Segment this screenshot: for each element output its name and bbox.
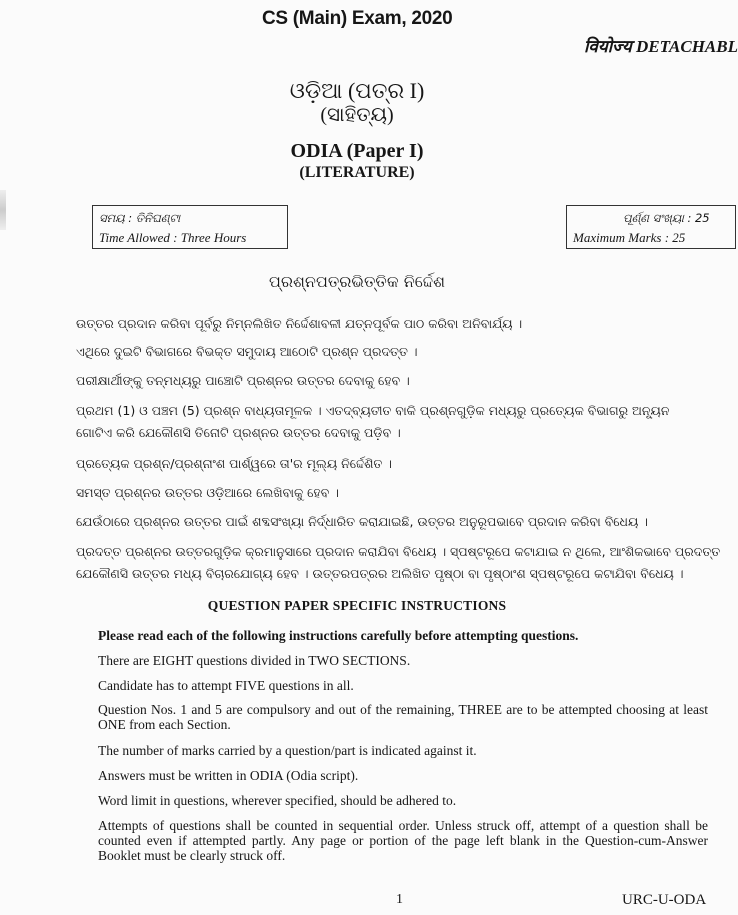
english-instruction-item: The number of marks carried by a question/part is indicated against it. [98, 743, 477, 758]
english-instructions-heading: QUESTION PAPER SPECIFIC INSTRUCTIONS [207, 598, 507, 613]
page-number: 1 [396, 892, 403, 907]
odia-instruction-line: ଏଥିରେ ଦୁଇଟି ବିଭାଗରେ ବିଭକ୍ତ ସମୁଦାୟ ଆଠୋଟି ପ୍ରଶ୍ନ ପ୍ରଦତ୍ତ । [76, 344, 418, 359]
maximum-marks-box [566, 205, 736, 249]
maximum-marks-odia: ପୂର୍ଣ୍ଣ ସଂଖ୍ୟା : 25 [623, 211, 710, 225]
odia-instruction-line: ଯେକୌଣସି ଉତ୍ତର ମଧ୍ୟ ବିଚାରଯୋଗ୍ୟ ହେବ । ଉତ୍ତରପତ୍ରର ଅଲିଖିତ ପୃଷ୍ଠା ବା ପୃଷ୍ଠାଂଶ ସ୍ପଷ୍ଟରୂପେ କଟାଯିବା ବିଧେୟ । [76, 566, 684, 581]
english-instruction-item: Candidate has to attempt FIVE questions in all. [98, 678, 354, 693]
english-instructions-intro: Please read each of the following instructions carefully before attempting questions. [98, 628, 579, 643]
page-edge-shadow [0, 190, 6, 230]
english-literature-title: (LITERATURE) [299, 164, 415, 181]
time-allowed-box [92, 205, 288, 249]
time-allowed-english: Time Allowed : Three Hours [99, 230, 247, 245]
english-instruction-item: Attempts of questions shall be counted in sequential order. Unless struck off, attempt of a question shall be counted even if attempted partly. Any page or portion of the page left blank in the Question-cum-Answer Booklet must be clearly struck off. [98, 818, 708, 863]
english-instruction-item: Word limit in questions, wherever specified, should be adhered to. [98, 793, 457, 808]
english-subject-title: ODIA (Paper I) [290, 140, 424, 162]
odia-instruction-line: ଯେଉଁଠାରେ ପ୍ରଶ୍ନର ଉତ୍ତର ପାଇଁ ଶବ୍ଦସଂଖ୍ୟା ନିର୍ଦ୍ଧାରିତ କରାଯାଇଛି, ଉତ୍ତର ଅନୁରୂପଭାବେ ପ୍ରଦାନ କରିବା ବିଧେୟ । [76, 514, 648, 529]
english-instruction-item: There are EIGHT questions divided in TWO SECTIONS. [98, 653, 411, 668]
exam-title: CS (Main) Exam, 2020 [262, 8, 453, 29]
maximum-marks-english: Maximum Marks : 25 [573, 230, 686, 245]
odia-instruction-line: ପ୍ରଦତ୍ତ ପ୍ରଶ୍ନର ଉତ୍ତରଗୁଡ଼ିକ କ୍ରମାନୁସାରେ ପ୍ରଦାନ କରାଯିବା ବିଧେୟ । ସ୍ପଷ୍ଟରୂପେ କଟାଯାଇ ନ ଥିଲେ, ଆଂଶିକଭାବେ ପ୍ରଦତ୍ତ [76, 544, 721, 559]
odia-subject-title: ଓଡ଼ିଆ (ପତ୍ର I) [289, 78, 425, 103]
odia-instructions-heading: ପ୍ରଶ୍ନପତ୍ରଭିତ୍ତିକ ନିର୍ଦ୍ଦେଶ [268, 272, 446, 291]
time-allowed-odia: ସମୟ : ତିନିଘଣ୍ଟା [99, 211, 181, 225]
odia-instruction-line: ପ୍ରଥମ (1) ଓ ପଞ୍ଚମ (5) ପ୍ରଶ୍ନ ବାଧ୍ୟତାମୂଳକ । ଏତଦ୍‌ବ୍ୟତୀତ ବାକି ପ୍ରଶ୍ନଗୁଡ଼ିକ ମଧ୍ୟରୁ ପ୍ରତ୍ୟେକ ବିଭାଗରୁ ଅନ୍ୟୂନ [76, 403, 670, 418]
english-instruction-item: Question Nos. 1 and 5 are compulsory and out of the remaining, THREE are to be attempted choosing at least ONE from each Section. [98, 702, 708, 732]
odia-instruction-line: ଉତ୍ତର ପ୍ରଦାନ କରିବା ପୂର୍ବରୁ ନିମ୍ନଲିଖିତ ନିର୍ଦ୍ଦେଶାବଳୀ ଯତ୍ନପୂର୍ବକ ପାଠ କରିବା ଅନିବାର୍ଯ୍ୟ । [76, 316, 523, 331]
odia-instruction-line: ପ୍ରତ୍ୟେକ ପ୍ରଶ୍ନ/ପ୍ରଶ୍ନାଂଶ ପାର୍ଶ୍ୱରେ ତା'ର ମୂଲ୍ୟ ନିର୍ଦ୍ଦେଶିତ । [76, 456, 392, 471]
odia-instruction-line: ଗୋଟିଏ କରି ଯେକୌଣସି ତିନୋଟି ପ୍ରଶ୍ନର ଉତ୍ତର ଦେବାକୁ ପଡ଼ିବ । [76, 425, 401, 440]
paper-code: URC-U-ODA [622, 892, 707, 908]
detachable-label: वियोज्य DETACHABL [584, 37, 738, 56]
odia-instruction-line: ପରୀକ୍ଷାର୍ଥୀଙ୍କୁ ତନ୍ମଧ୍ୟରୁ ପାଞ୍ଚୋଟି ପ୍ରଶ୍ନର ଉତ୍ତର ଦେବାକୁ ହେବ । [76, 373, 410, 388]
odia-literature-title: (ସାହିତ୍ୟ) [320, 104, 394, 126]
english-instruction-item: Answers must be written in ODIA (Odia script). [98, 768, 359, 783]
odia-instruction-line: ସମସ୍ତ ପ୍ରଶ୍ନର ଉତ୍ତର ଓଡ଼ିଆରେ ଲେଖିବାକୁ ହେବ । [76, 485, 339, 500]
